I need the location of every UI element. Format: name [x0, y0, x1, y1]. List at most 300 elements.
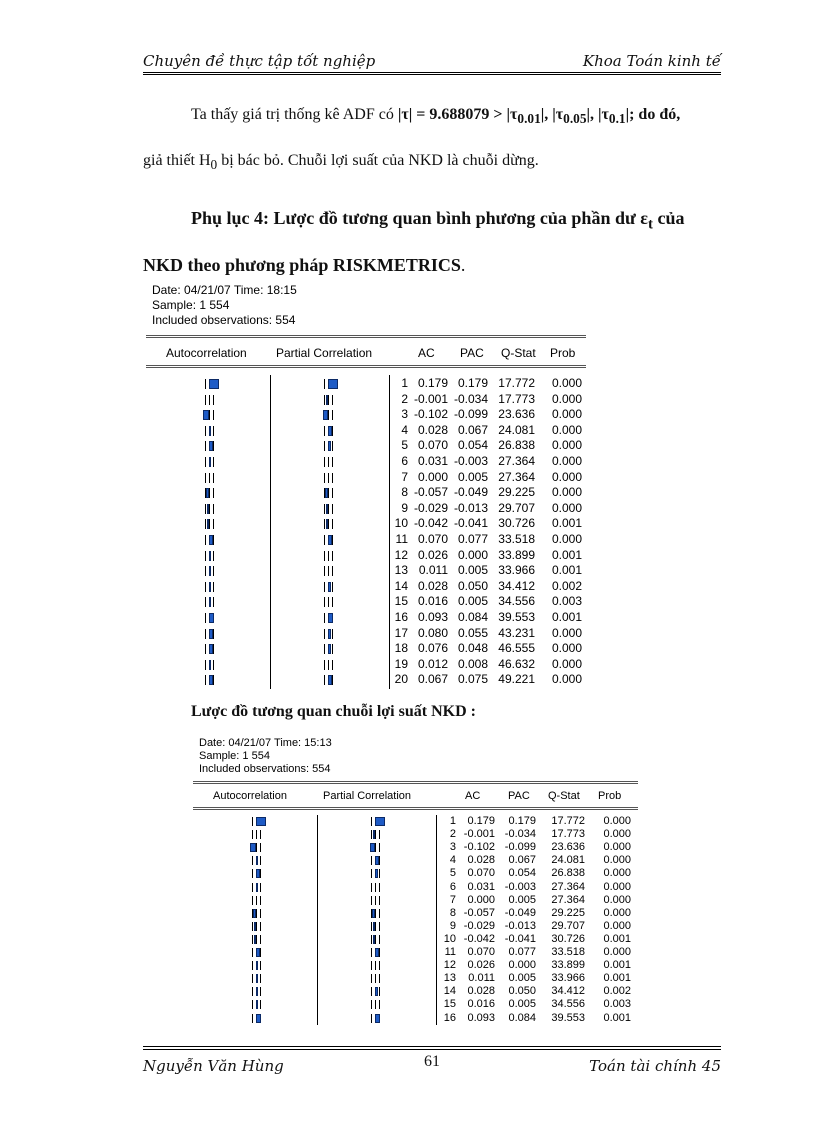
ac-bar [209, 457, 211, 467]
pac-value: 0.179 [508, 815, 536, 827]
lag: 12 [394, 547, 408, 562]
pac-bar [323, 410, 328, 420]
prob: 0.000 [603, 893, 631, 906]
confidence-bound-mark [260, 909, 261, 918]
confidence-bound-mark [371, 935, 372, 944]
lag: 3 [449, 841, 456, 854]
confidence-bound-mark [260, 843, 261, 852]
confidence-bound-mark [213, 519, 214, 529]
q-stat: 30.726 [551, 932, 585, 945]
confidence-bound-mark [324, 426, 325, 436]
q-stat: 24.081 [498, 422, 535, 437]
ac-bar [254, 922, 256, 931]
prob: 0.000 [551, 641, 582, 656]
lag: 8 [449, 906, 456, 919]
zero-axis-mark [256, 922, 257, 931]
q-stat: 17.773 [551, 828, 585, 841]
lag: 9 [401, 500, 408, 515]
confidence-bound-mark [205, 426, 206, 436]
confidence-bound-mark [379, 909, 380, 918]
confidence-bound-mark [260, 830, 261, 839]
confidence-bound-mark [213, 441, 214, 451]
confidence-bound-mark [213, 629, 214, 639]
confidence-bound-mark [205, 504, 206, 514]
q-stat: 29.225 [551, 906, 585, 919]
confidence-bound-mark [379, 869, 380, 878]
ac-bar [253, 909, 256, 918]
confidence-bound-mark [260, 935, 261, 944]
pac-value: 0.054 [508, 867, 536, 880]
ac-bar [256, 869, 260, 878]
ac-bar [256, 987, 258, 996]
pac-bar [328, 535, 332, 545]
ac-value: 0.031 [467, 880, 495, 893]
q-stat: 26.838 [498, 438, 535, 453]
confidence-bound-mark [324, 504, 325, 514]
prob: 0.000 [551, 500, 582, 515]
confidence-bound-mark [205, 675, 206, 685]
zero-axis-mark [328, 566, 329, 576]
zero-axis-mark [256, 896, 257, 905]
ac-bar [209, 535, 213, 545]
pac-bar [375, 856, 379, 865]
zero-axis-mark [328, 488, 329, 498]
confidence-bound-mark [371, 974, 372, 983]
ac-value: 0.179 [417, 376, 448, 390]
q-stat: 33.899 [498, 547, 535, 562]
confidence-bound-mark [324, 551, 325, 561]
zero-axis-mark [209, 410, 210, 420]
prob: 0.001 [603, 972, 631, 985]
prob: 0.001 [551, 516, 582, 531]
pac-value: -0.003 [453, 454, 488, 468]
prob: 0.002 [603, 985, 631, 998]
zero-axis-mark [328, 395, 329, 405]
confidence-bound-mark [205, 535, 206, 545]
ac-bar [209, 675, 213, 685]
confidence-bound-mark [332, 410, 333, 420]
zero-axis-mark [375, 843, 376, 852]
lag: 17 [394, 625, 408, 640]
q-stat: 17.772 [551, 815, 585, 827]
q-stat: 33.899 [551, 959, 585, 972]
q-stat: 39.553 [498, 610, 535, 624]
prob: 0.000 [603, 815, 631, 827]
ac-value: 0.076 [417, 641, 448, 656]
lag: 14 [443, 985, 456, 998]
pac-bar [328, 582, 331, 592]
zero-axis-mark [328, 519, 329, 529]
confidence-bound-mark [324, 395, 325, 405]
prob: 0.000 [603, 828, 631, 841]
pac-value: 0.054 [457, 438, 488, 453]
adf-math: $|\tau| = 9.688079 > |\tau_{0.01}|$, $|\tau_{0.05}|$, $|\tau_{0.1}|$; do đó, [397, 106, 681, 127]
ac-value: 0.070 [417, 532, 448, 546]
confidence-bound-mark [260, 1000, 261, 1009]
lag: 10 [443, 932, 456, 945]
q-stat: 34.412 [551, 985, 585, 998]
confidence-bound-mark [252, 922, 253, 931]
table1-meta: Date: 04/21/07 Time: 18:15 Sample: 1 554 Included observations: 554 [152, 283, 297, 327]
confidence-bound-mark [371, 961, 372, 970]
prob: 0.000 [603, 854, 631, 867]
confidence-bound-mark [332, 426, 333, 436]
prob: 0.000 [603, 946, 631, 958]
confidence-bound-mark [205, 473, 206, 483]
lag: 1 [449, 815, 456, 827]
ac-value: -0.001 [413, 391, 448, 406]
confidence-bound-mark [252, 1014, 253, 1023]
confidence-bound-mark [213, 535, 214, 545]
ac-bar [209, 629, 213, 639]
pac-bar [372, 909, 375, 918]
lag: 16 [443, 1011, 456, 1024]
prob: 0.001 [551, 610, 582, 624]
confidence-bound-mark [252, 935, 253, 944]
ac-value: -0.042 [463, 932, 495, 945]
confidence-bound-mark [213, 504, 214, 514]
confidence-bound-mark [332, 597, 333, 607]
pac-bar [375, 948, 379, 957]
ac-value: -0.102 [413, 407, 448, 422]
confidence-bound-mark [371, 883, 372, 892]
confidence-bound-mark [213, 457, 214, 467]
prob: 0.000 [603, 906, 631, 919]
q-stat: 43.231 [498, 625, 535, 640]
ac-value: 0.031 [417, 454, 448, 468]
confidence-bound-mark [260, 856, 261, 865]
ac-bar [256, 1014, 261, 1023]
lag: 11 [395, 532, 408, 546]
q-stat: 27.364 [498, 454, 535, 468]
q-stat: 34.412 [498, 578, 535, 593]
ac-bar [256, 974, 258, 983]
confidence-bound-mark [332, 473, 333, 483]
pac-value: 0.067 [508, 854, 536, 867]
pac-value: 0.084 [508, 1011, 536, 1024]
pac-bar [375, 869, 378, 878]
prob: 0.000 [551, 469, 582, 484]
confidence-bound-mark [205, 660, 206, 670]
pac-bar [328, 441, 331, 451]
lag: 9 [449, 919, 456, 932]
confidence-bound-mark [252, 869, 253, 878]
adf-line-1: Ta thấy giá trị thống kê ADF có $|\tau| = 9.688079 > |\tau_{0.01}|$, $|\tau_{0.05}|$, $|\tau_{0.1}|$; do đó, [191, 106, 681, 127]
pac-bar [375, 1014, 380, 1023]
confidence-bound-mark [252, 817, 253, 826]
lag: 15 [443, 998, 456, 1011]
ac-bar [209, 582, 211, 592]
ac-bar [209, 597, 211, 607]
pac-value: -0.034 [504, 828, 536, 841]
lag: 3 [401, 407, 408, 422]
lag: 7 [449, 893, 456, 906]
confidence-bound-mark [379, 948, 380, 957]
pac-value: -0.041 [453, 516, 488, 531]
confidence-bound-mark [213, 395, 214, 405]
confidence-bound-mark [213, 644, 214, 654]
table2-meta: Date: 04/21/07 Time: 15:13 Sample: 1 554 Included observations: 554 [199, 737, 332, 775]
prob: 0.000 [551, 485, 582, 500]
confidence-bound-mark [324, 582, 325, 592]
ac-value: 0.011 [468, 972, 495, 985]
confidence-bound-mark [371, 987, 372, 996]
zero-axis-mark [256, 843, 257, 852]
pac-value: 0.005 [457, 469, 488, 484]
footer-rule [143, 1046, 721, 1047]
prob: 0.000 [603, 919, 631, 932]
lag: 14 [394, 578, 408, 593]
q-stat: 23.636 [551, 841, 585, 854]
ac-value: 0.028 [467, 854, 495, 867]
ac-value: -0.057 [463, 906, 495, 919]
ac-bar [209, 426, 211, 436]
pac-value: 0.179 [457, 376, 488, 390]
pac-value: 0.005 [457, 563, 488, 578]
ac-value: 0.093 [467, 1011, 495, 1024]
pac-bar [325, 488, 328, 498]
confidence-bound-mark [324, 379, 325, 389]
zero-axis-mark [375, 961, 376, 970]
ac-bar [256, 1000, 258, 1009]
zero-axis-mark [375, 974, 376, 983]
lag: 20 [394, 672, 408, 687]
confidence-bound-mark [213, 597, 214, 607]
prob: 0.000 [551, 438, 582, 453]
prob: 0.000 [551, 376, 582, 390]
pac-bar [326, 519, 328, 529]
ac-bar [209, 644, 213, 654]
confidence-bound-mark [205, 379, 206, 389]
confidence-bound-mark [260, 869, 261, 878]
confidence-bound-mark [371, 922, 372, 931]
confidence-bound-mark [260, 883, 261, 892]
pac-value: 0.050 [508, 985, 536, 998]
confidence-bound-mark [252, 883, 253, 892]
zero-axis-mark [256, 935, 257, 944]
q-stat: 34.556 [551, 998, 585, 1011]
header-right: Khoa Toán kinh tế [582, 52, 721, 70]
lag: 13 [394, 563, 408, 578]
confidence-bound-mark [205, 441, 206, 451]
zero-axis-mark [256, 830, 257, 839]
lag: 5 [401, 438, 408, 453]
ac-bar [256, 961, 258, 970]
zero-axis-mark [328, 457, 329, 467]
confidence-bound-mark [332, 441, 333, 451]
pac-value: 0.005 [508, 972, 536, 985]
ac-value: 0.070 [467, 867, 495, 880]
confidence-bound-mark [213, 660, 214, 670]
correlogram-table-1: Autocorrelation Partial Correlation AC PAC Q-Stat Prob 1 0.179 0.179 17.772 0.000 2 -0.001 -0.034 17.773 0.000 3 -0.102 -0.099 23.636 0.000 4 0.028 0.067 24.081 0.000 5 0.070 0.054 26.838 0.000 6 0.031 -0.003 27.364 0.000 7 0.000 0.005 27.364 0.000 8 -0.057 -0.049 29.225 0.000 9 -0.029 -0.013 29.707 0.000 10 -0.042 -0.041 30.726 0.001 11 0.070 0.077 33.518 0.000 12 0.026 0.000 33.899 0.001 13 0.011 0.005 33.966 0.001 14 0.028 0.050 34.412 0.002 15 0.016 0.005 34.556 0.003 16 0.093 0.084 39.553 0.001 17 0.080 0.055 43.231 0.000 18 0.076 0.048 46.555 0.000 19 0.012 0.008 46.632 0.000 20 0.067 0.075 49.221 0.000 [146, 333, 586, 693]
lag: 15 [394, 594, 408, 609]
ac-value: 0.093 [417, 610, 448, 624]
ac-bar [207, 519, 209, 529]
pac-value: 0.084 [457, 610, 488, 624]
pac-bar [328, 613, 333, 623]
prob: 0.001 [603, 1011, 631, 1024]
q-stat: 24.081 [551, 854, 585, 867]
zero-axis-mark [328, 504, 329, 514]
page-header [143, 50, 721, 73]
confidence-bound-mark [379, 987, 380, 996]
zero-axis-mark [209, 395, 210, 405]
pac-value: -0.034 [453, 391, 488, 406]
ac-value: 0.000 [417, 469, 448, 484]
confidence-bound-mark [379, 896, 380, 905]
pac-value: -0.013 [453, 500, 488, 515]
confidence-bound-mark [213, 473, 214, 483]
confidence-bound-mark [324, 597, 325, 607]
confidence-bound-mark [332, 675, 333, 685]
pac-bar [370, 843, 375, 852]
confidence-bound-mark [324, 535, 325, 545]
confidence-bound-mark [205, 613, 206, 623]
ac-value: 0.028 [417, 578, 448, 593]
confidence-bound-mark [371, 1000, 372, 1009]
ac-value: -0.029 [413, 500, 448, 515]
zero-axis-mark [328, 410, 329, 420]
pac-value: -0.049 [504, 906, 536, 919]
prob: 0.000 [551, 532, 582, 546]
pac-bar [373, 922, 375, 931]
prob: 0.000 [603, 880, 631, 893]
ac-value: 0.026 [467, 959, 495, 972]
zero-axis-mark [375, 909, 376, 918]
confidence-bound-mark [371, 1014, 372, 1023]
confidence-bound-mark [332, 566, 333, 576]
pac-value: 0.067 [457, 422, 488, 437]
q-stat: 30.726 [498, 516, 535, 531]
ac-value: 0.011 [418, 563, 448, 578]
zero-axis-mark [375, 883, 376, 892]
q-stat: 27.364 [498, 469, 535, 484]
ac-value: 0.179 [467, 815, 495, 827]
confidence-bound-mark [205, 597, 206, 607]
ac-bar [250, 843, 256, 852]
confidence-bound-mark [252, 961, 253, 970]
confidence-bound-mark [252, 1000, 253, 1009]
pac-bar [328, 379, 338, 389]
confidence-bound-mark [205, 395, 206, 405]
confidence-bound-mark [324, 441, 325, 451]
zero-axis-mark [328, 660, 329, 670]
confidence-bound-mark [252, 948, 253, 957]
pac-bar [375, 987, 378, 996]
pac-value: 0.005 [508, 998, 536, 1011]
ac-value: 0.000 [467, 893, 495, 906]
ac-value: -0.042 [413, 516, 448, 531]
confidence-bound-mark [205, 566, 206, 576]
confidence-bound-mark [371, 948, 372, 957]
confidence-bound-mark [379, 974, 380, 983]
confidence-bound-mark [332, 629, 333, 639]
pac-bar [373, 935, 375, 944]
pac-value: 0.008 [457, 656, 488, 671]
ac-bar [207, 504, 209, 514]
pac-value: 0.077 [457, 532, 488, 546]
confidence-bound-mark [252, 830, 253, 839]
q-stat: 46.555 [498, 641, 535, 656]
confidence-bound-mark [260, 948, 261, 957]
lag: 2 [449, 828, 456, 841]
confidence-bound-mark [205, 644, 206, 654]
pac-bar [326, 504, 328, 514]
confidence-bound-mark [205, 582, 206, 592]
ac-value: 0.028 [417, 422, 448, 437]
pac-bar [328, 426, 332, 436]
ac-bar [209, 379, 219, 389]
prob: 0.003 [551, 594, 582, 609]
confidence-bound-mark [379, 1000, 380, 1009]
pac-value: -0.049 [453, 485, 488, 500]
pac-bar [375, 817, 385, 826]
ac-bar [256, 948, 260, 957]
pac-bar [328, 644, 331, 654]
ac-bar [209, 441, 213, 451]
prob: 0.002 [551, 578, 582, 593]
confidence-bound-mark [332, 457, 333, 467]
pac-value: 0.055 [457, 625, 488, 640]
confidence-bound-mark [324, 660, 325, 670]
q-stat: 29.707 [498, 500, 535, 515]
lag: 4 [449, 854, 456, 867]
ac-value: -0.029 [463, 919, 495, 932]
q-stat: 34.556 [498, 594, 535, 609]
confidence-bound-mark [324, 613, 325, 623]
lag: 4 [401, 422, 408, 437]
confidence-bound-mark [379, 961, 380, 970]
lag: 18 [394, 641, 408, 656]
zero-axis-mark [375, 830, 376, 839]
confidence-bound-mark [332, 551, 333, 561]
ac-value: -0.001 [463, 828, 495, 841]
pac-bar [326, 395, 328, 405]
prob: 0.000 [551, 407, 582, 422]
page-number: 61 [424, 1053, 440, 1070]
confidence-bound-mark [260, 961, 261, 970]
prob: 0.001 [551, 563, 582, 578]
confidence-bound-mark [371, 817, 372, 826]
pac-value: -0.013 [504, 919, 536, 932]
lag: 6 [449, 880, 456, 893]
q-stat: 27.364 [551, 893, 585, 906]
pac-bar [328, 675, 332, 685]
confidence-bound-mark [260, 974, 261, 983]
pac-value: 0.000 [457, 547, 488, 562]
ac-bar [209, 566, 211, 576]
confidence-bound-mark [371, 896, 372, 905]
confidence-bound-mark [324, 629, 325, 639]
confidence-bound-mark [332, 488, 333, 498]
confidence-bound-mark [205, 629, 206, 639]
confidence-bound-mark [332, 535, 333, 545]
pac-bar [328, 629, 331, 639]
zero-axis-mark [328, 551, 329, 561]
confidence-bound-mark [213, 488, 214, 498]
zero-axis-mark [375, 935, 376, 944]
ac-bar [256, 883, 258, 892]
confidence-bound-mark [213, 566, 214, 576]
prob: 0.000 [551, 656, 582, 671]
zero-axis-mark [375, 896, 376, 905]
footer-class: Toán tài chính 45 [589, 1057, 721, 1075]
ac-bar [203, 410, 209, 420]
ac-bar [254, 935, 256, 944]
ac-value: 0.067 [417, 672, 448, 687]
lag: 1 [401, 376, 408, 390]
confidence-bound-mark [371, 830, 372, 839]
